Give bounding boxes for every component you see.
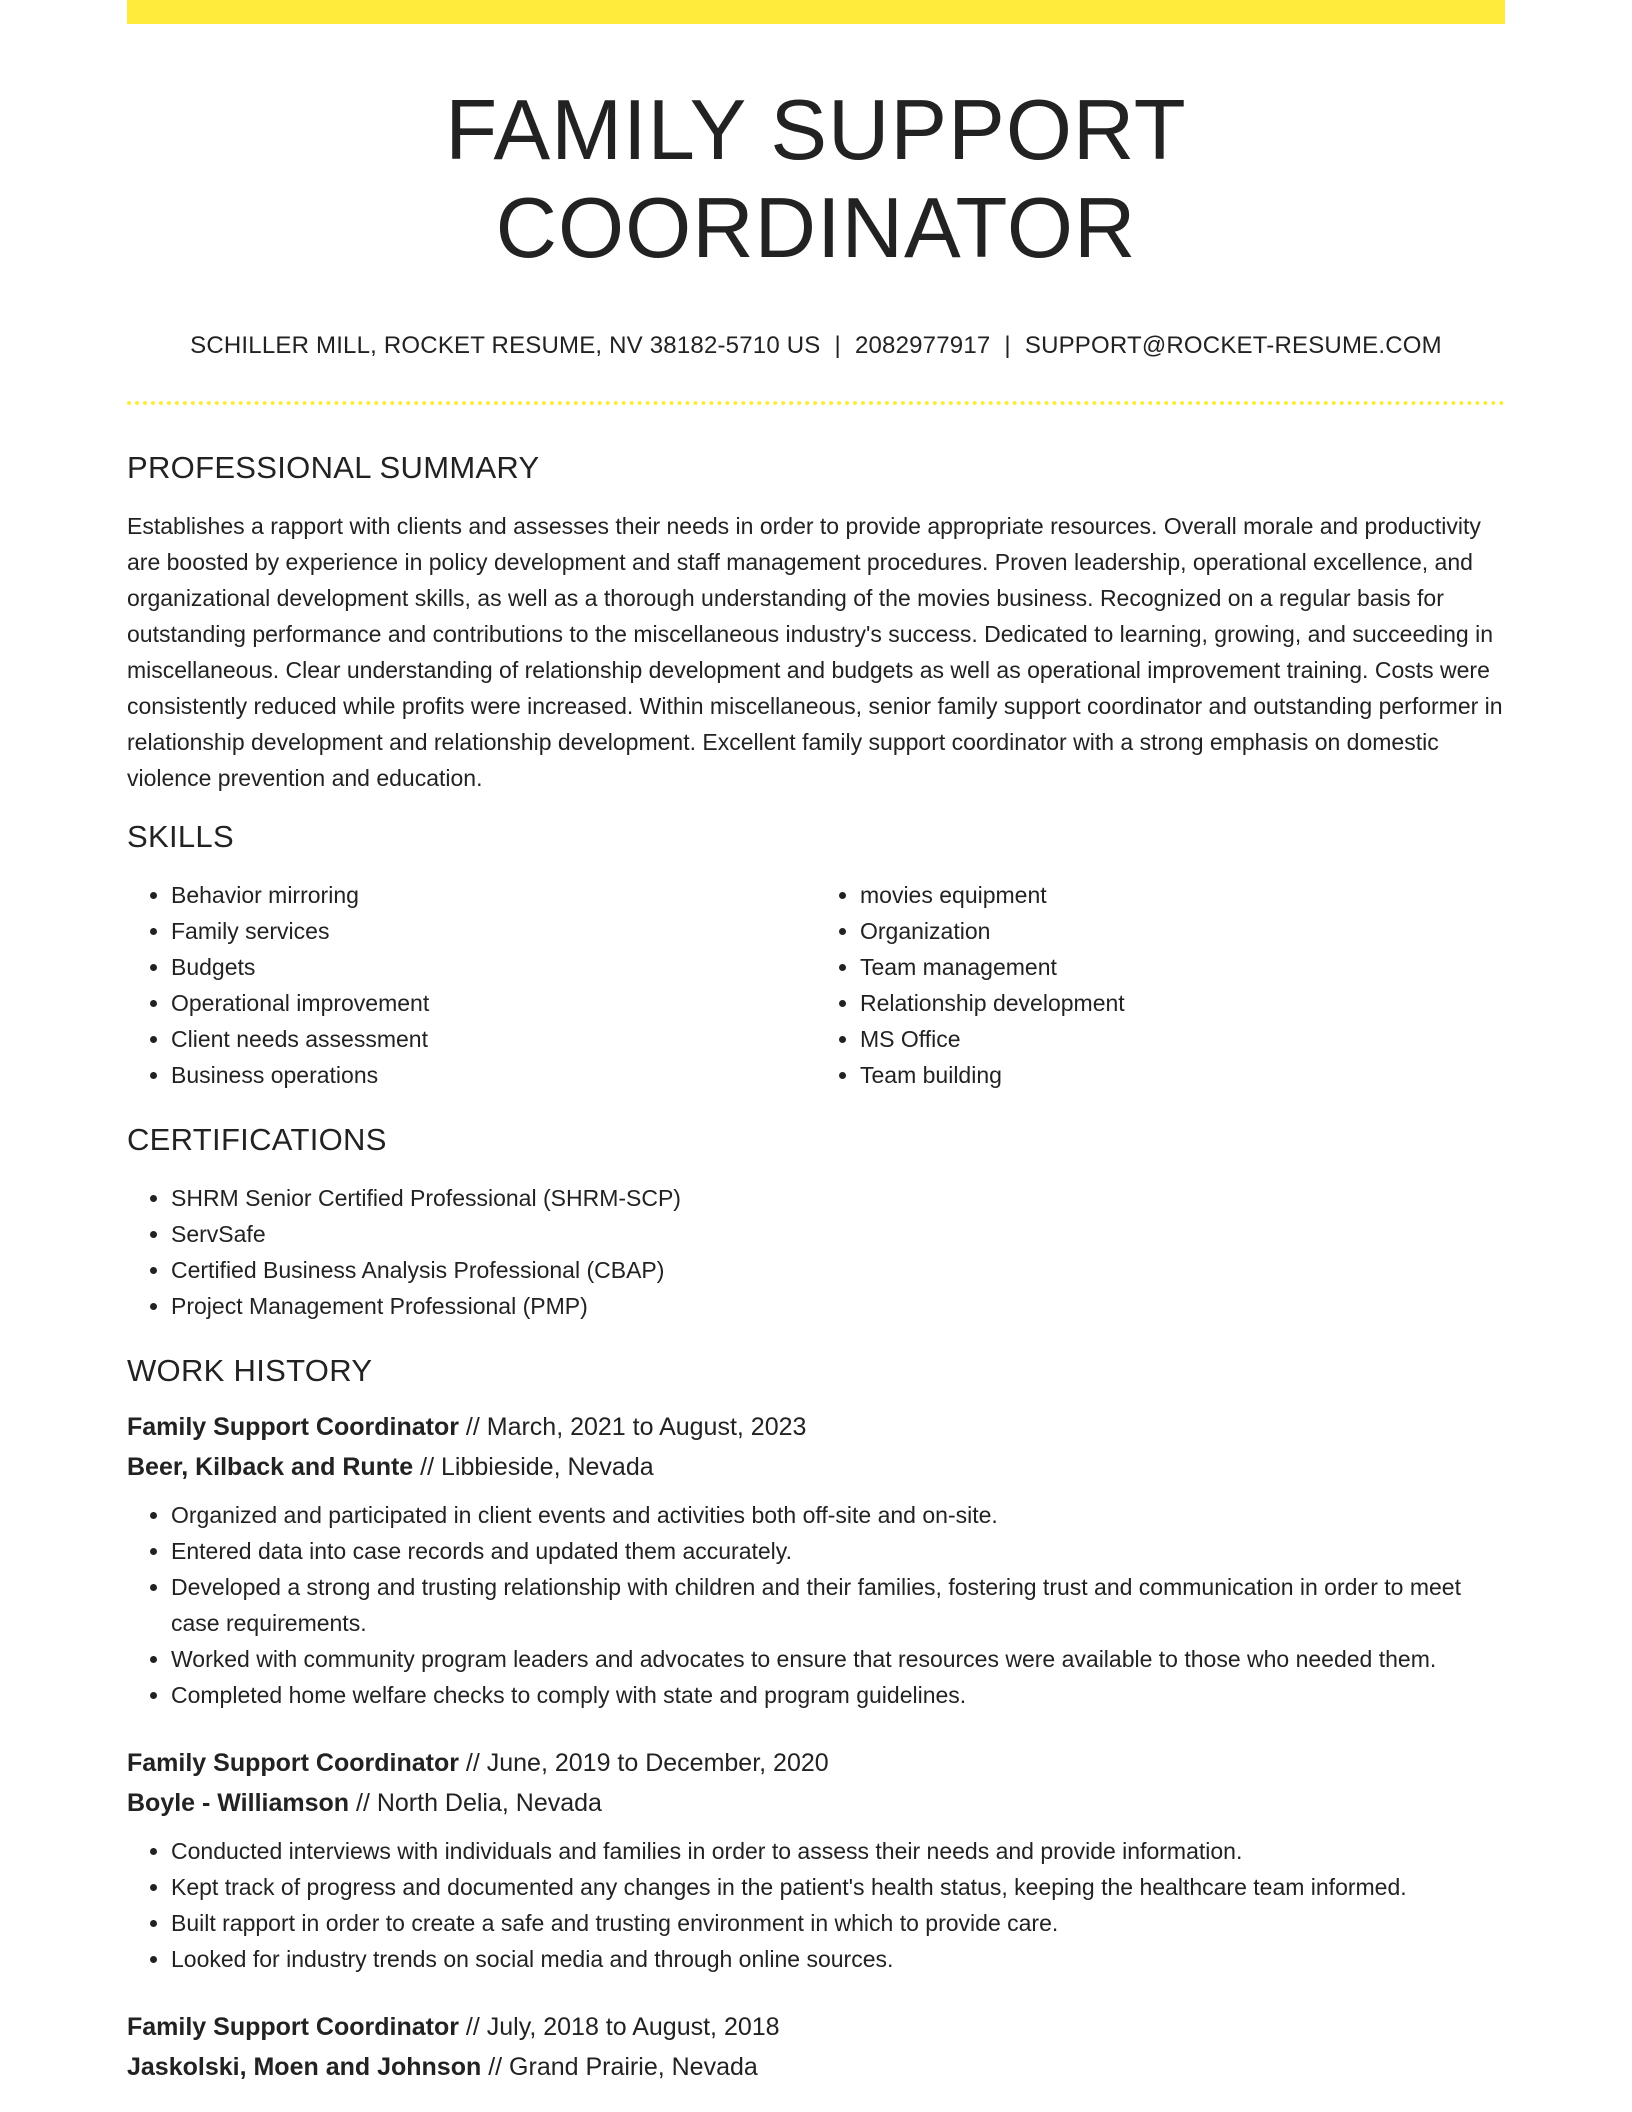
summary-text: Establishes a rapport with clients and assesses their needs in order to provide appropriate resources. Overall morale and productivity are boosted by experience in policy development and staff management procedures. Proven leadership, operational excellence, and organizational development skills, as well as a thorough understanding of the movies business. Recognized on a regular basis for outstanding performance and contributions to the miscellaneous industry's success. Dedicated to learning, growing, and succeeding in miscellaneous. Clear understanding of relationship development and budgets as well as operational improvement training. Costs were consistently reduced while profits were increased. Within miscellaneous, senior family support coordinator and outstanding performer in relationship development and relationship development. Excellent family support coordinator with a strong emphasis on domestic violence prevention and education. [127,512,1503,791]
job-bullet-list [127,1497,1505,1713]
job-bullet: • Organized and participated in client events and activities both off-site and on-site. [171,1497,1505,1533]
skill-item: • movies equipment [860,877,1505,913]
job-company-line [127,1783,1505,1823]
contact-line [127,330,1505,361]
job-bullet: • Completed home welfare checks to comply with state and program guidelines. [171,1677,1505,1713]
job-dates: March, 2021 to August, 2023 [486,1413,807,1442]
job-company: Jaskolski, Moen and Johnson [127,2053,482,2082]
job-separator: // [458,1413,487,1442]
skills-right-list [816,877,1505,1093]
skill-item: • Family services [171,913,816,949]
work-history-heading: WORK HISTORY [127,1353,373,1389]
job-company-line [127,1447,1505,1487]
job-bullet: • Entered data into case records and updated them accurately. [171,1533,1505,1569]
job-separator: // [349,1789,377,1818]
skills-left-list [127,877,816,1093]
certification-item: • Project Management Professional (PMP) [171,1288,1505,1324]
skill-item: • Team management [860,949,1505,985]
job-location: Libbieside, Nevada [441,1453,654,1482]
resume-page [127,0,1505,2087]
job-role: Family Support Coordinator [127,2013,459,2042]
job-separator: // [458,2013,487,2042]
job-dates: June, 2019 to December, 2020 [486,1749,829,1778]
summary-heading: PROFESSIONAL SUMMARY [127,449,540,485]
job-location: North Delia, Nevada [376,1789,602,1818]
job-bullet: • Worked with community program leaders and advocates to ensure that resources were available to those who needed them. [171,1641,1505,1677]
skill-item: • Team building [860,1057,1505,1093]
job-bullet: • Kept track of progress and documented any changes in the patient's health status, keeping the healthcare team informed. [171,1869,1505,1905]
skill-item: • Budgets [171,949,816,985]
contact-separator: | [834,331,841,359]
skill-item: • Business operations [171,1057,816,1093]
skills-columns [127,877,1505,1093]
skill-item: • Organization [860,913,1505,949]
skill-item: • Behavior mirroring [171,877,816,913]
job-role-line [127,1407,1505,1447]
job-separator: // [458,1749,487,1778]
job-bullet: • Looked for industry trends on social media and through online sources. [171,1941,1505,1977]
certifications-list [127,1180,1505,1324]
contact-phone: 2082977917 [854,331,991,359]
job-entry [127,1407,1505,1713]
job-bullet: • Conducted interviews with individuals and families in order to assess their needs and provide information. [171,1833,1505,1869]
job-entry [127,2007,1505,2087]
job-company: Boyle - Williamson [127,1789,350,1818]
contact-separator: | [1004,331,1011,359]
job-separator: // [413,1453,441,1482]
job-separator: // [481,2053,510,2082]
job-role-line [127,1743,1505,1783]
certification-item: • SHRM Senior Certified Professional (SHRM-SCP) [171,1180,1505,1216]
skill-item: • Operational improvement [171,985,816,1021]
job-entry [127,1743,1505,1977]
dotted-divider [127,401,1505,405]
job-role: Family Support Coordinator [127,1413,459,1442]
skill-item: • Client needs assessment [171,1021,816,1057]
skill-item: • Relationship development [860,985,1505,1021]
job-location: Grand Prairie, Nevada [509,2053,758,2082]
skills-heading: SKILLS [127,818,234,854]
certifications-heading: CERTIFICATIONS [127,1122,387,1158]
skill-item: • MS Office [860,1021,1505,1057]
resume-title: FAMILY SUPPORT COORDINATOR [445,83,1187,276]
job-role-line [127,2007,1505,2047]
certification-item: • ServSafe [171,1216,1505,1252]
certification-item: • Certified Business Analysis Professional (CBAP) [171,1252,1505,1288]
job-company-line [127,2047,1505,2087]
top-accent-bar [127,0,1505,24]
job-bullet: • Built rapport in order to create a safe and trusting environment in which to provide care. [171,1905,1505,1941]
job-role: Family Support Coordinator [127,1749,459,1778]
job-bullet: • Developed a strong and trusting relationship with children and their families, fostering trust and communication in order to meet case requirements. [171,1569,1505,1641]
job-bullet-list [127,1833,1505,1977]
contact-email: SUPPORT@ROCKET-RESUME.COM [1024,331,1442,359]
job-company: Beer, Kilback and Runte [127,1453,414,1482]
job-dates: July, 2018 to August, 2018 [486,2013,780,2042]
contact-address: SCHILLER MILL, ROCKET RESUME, NV 38182-5710 US [190,331,821,359]
